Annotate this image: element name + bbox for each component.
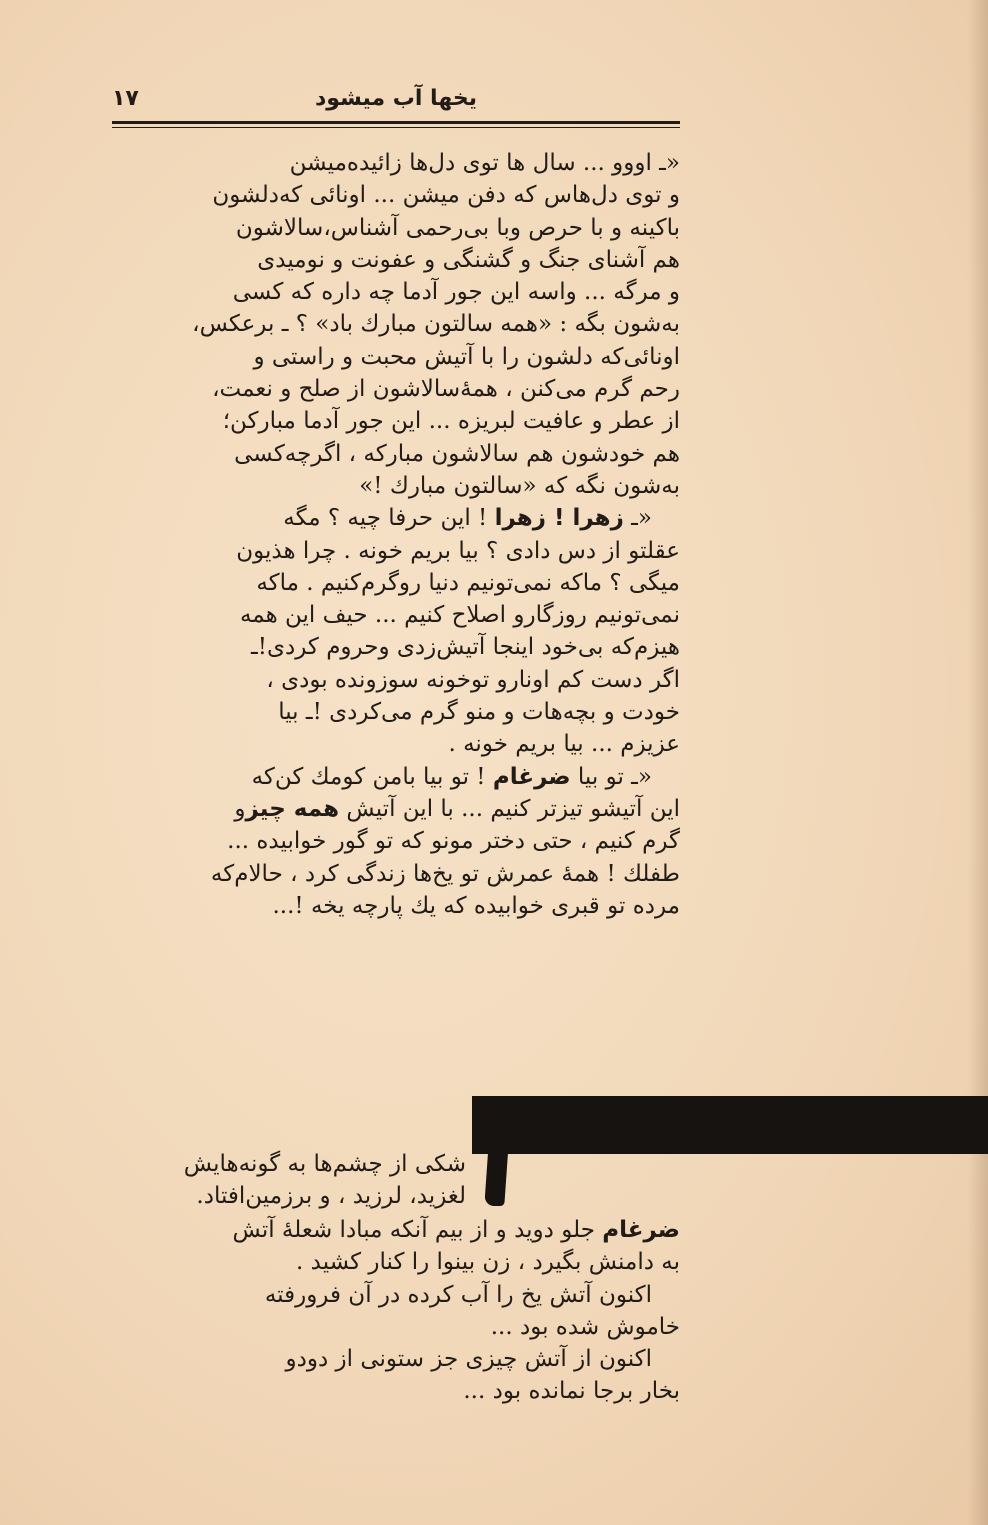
- text-line: و مرگه ... واسه این جور آدما چه داره که کسی: [232, 279, 680, 306]
- dialogue-text: [106, 147, 680, 922]
- paragraph-1: [106, 147, 680, 502]
- emphasized-name: ضرغام: [602, 1217, 680, 1243]
- page-number: ۱۷: [112, 86, 139, 111]
- text-line-content: اکنون آتش یخ را آب کرده در آن فرورفته: [264, 1281, 652, 1308]
- text-line: شکی از چشم‌ها به گونه‌هایش: [183, 1151, 466, 1177]
- header-rule-thin: [112, 127, 680, 128]
- running-title: یخها آب میشود: [315, 86, 477, 111]
- section-body: [106, 1214, 680, 1408]
- section-paragraph-3: [106, 1343, 680, 1408]
- section-divider-bar: [472, 1096, 988, 1154]
- text-line: میگی ؟ ماکه نمی‌تونیم دنیا روگرم‌کنیم . ماکه: [256, 569, 680, 596]
- text-line: [106, 502, 680, 534]
- text-line: این آتیشو تیزتر کنیم ... با این آتیش همه چیزو: [234, 795, 680, 822]
- text-line: عقلتو از دس دادی ؟ بیا بریم خونه . چرا هذیون: [236, 537, 680, 564]
- text-line: اونائی‌که دلشون را با آتیش محبت و راستی و: [253, 343, 680, 370]
- text-line-content: اکنون از آتش چیزی جز ستونی از دودو: [285, 1346, 652, 1373]
- text-line: «ـ اووو ... سال ها توی دل‌ها زائیده‌میشن: [289, 150, 680, 176]
- emphasized-name: زهرا ! زهرا: [494, 505, 624, 532]
- text-line: خاموش شده بود ...: [490, 1313, 680, 1340]
- text-line: هم خودشون هم سالاشون مبارکه ، اگرچه‌کسی: [234, 440, 680, 467]
- text-line: اگر دست کم اونارو توخونه سوزونده بودی ،: [266, 666, 680, 693]
- section-paragraph-1: [106, 1214, 680, 1279]
- paragraph-3: [106, 761, 680, 922]
- text-line: لغزید، لرزید ، و برزمین‌افتاد.: [196, 1183, 466, 1210]
- text-line: به دامنش بگیرد ، زن بینوا را کنار کشید .: [296, 1249, 680, 1276]
- section-lead: [106, 1148, 466, 1213]
- text-line: به‌شون بگه : «همه سالتون مبارك باد» ؟ ـ برعکس،: [192, 311, 680, 338]
- text-line: و توی دل‌هاس که دفن میشن ... اونائی که‌دلشون: [212, 182, 680, 209]
- text-line: به‌شون نگه که «سالتون مبارك !»: [359, 472, 680, 499]
- emphasized-name: همه چیز: [245, 795, 340, 822]
- text-line-content: «ـ تو بیا ضرغام ! تو بیا بامن کومك کن‌که: [251, 763, 652, 790]
- emphasized-name: ضرغام: [492, 763, 571, 790]
- text-line: [106, 1343, 680, 1375]
- page-header: [112, 82, 680, 126]
- text-line: [106, 1279, 680, 1311]
- page-spine-shadow: [968, 0, 988, 1525]
- text-line: هیزم‌که بی‌خود اینجا آتیش‌زدی وحروم کردی!ـ: [251, 634, 680, 661]
- text-line: [106, 761, 680, 793]
- text-line: باکینه و با حرص وبا بی‌رحمی آشناس،سالاشون: [235, 214, 680, 241]
- section-paragraph-2: [106, 1279, 680, 1344]
- text-line: عزیزم ... بیا بریم خونه .: [448, 731, 680, 758]
- text-line: رحم گرم می‌کنن ، همهٔ‌سالاشون از صلح و نعمت،: [212, 376, 680, 403]
- paragraph-2: [106, 502, 680, 760]
- text-line: از عطر و عافیت لبریزه ... این جور آدما مبارکن؛: [222, 408, 680, 435]
- text-line: خودت و بچه‌هات و منو گرم می‌کردی !ـ بیا: [278, 699, 680, 726]
- text-line: مرده تو قبری خوابیده که یك پارچه یخه !...: [272, 892, 680, 919]
- text-line: گرم کنیم ، حتی دختر مونو که تو گور خوابیده ...: [227, 828, 680, 855]
- text-line: طفلك ! همهٔ عمرش تو یخ‌ها زندگی کرد ، حالام‌که: [210, 860, 680, 887]
- text-line: ضرغام جلو دوید و از بیم آنکه مبادا شعلهٔ آتش: [232, 1217, 680, 1243]
- text-line-content: «ـ زهرا ! زهرا ! این حرفا چیه ؟ مگه: [283, 505, 652, 532]
- text-line: بخار برجا نمانده بود ...: [463, 1378, 680, 1405]
- text-line: هم آشنای جنگ و گشنگی و عفونت و نومیدی: [257, 246, 680, 273]
- text-line: نمی‌تونیم روزگارو اصلاح کنیم ... حیف این همه: [239, 602, 680, 629]
- header-rule-thick: [112, 121, 680, 124]
